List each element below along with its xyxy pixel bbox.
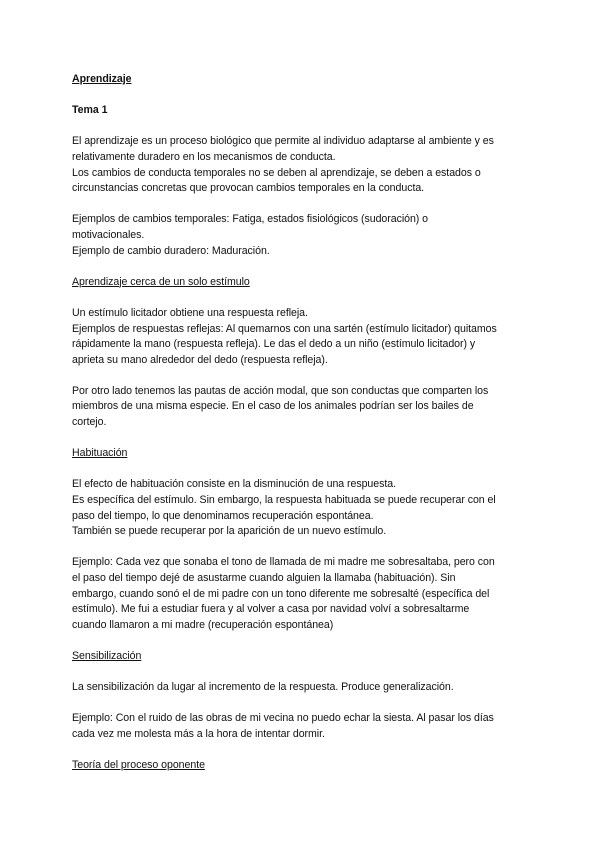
text-line: Un estímulo licitador obtiene una respuesta refleja.: [72, 306, 308, 319]
section-heading-single-stimulus: Aprendizaje cerca de un solo estímulo: [72, 275, 250, 288]
spacer: [72, 462, 534, 478]
spacer: [72, 665, 534, 681]
text-line: Ejemplo: Con el ruido de las obras de mi vecina no puedo echar la siesta. Al pasar los días: [72, 712, 494, 725]
text-line: Los cambios de conducta temporales no se deben al aprendizaje, se deben a estados o: [72, 166, 481, 179]
text-line: Ejemplos de respuestas reflejas: Al quemarnos con una sartén (estímulo licitador) quitamos: [72, 322, 497, 335]
text-line: También se puede recuperar por la aparición de un nuevo estímulo.: [72, 525, 387, 538]
section-heading-habituation: Habituación: [72, 447, 128, 460]
spacer: [72, 368, 534, 384]
sensitization-paragraph-2: [72, 711, 534, 742]
text-line: El efecto de habituación consiste en la disminución de una respuesta.: [72, 478, 396, 491]
document-page: [72, 72, 534, 774]
sensitization-paragraph-1: [72, 680, 534, 696]
single-stimulus-paragraph-1: [72, 306, 534, 368]
text-line: embargo, cuando sonó el de mi padre con un tono diferente me sobresalté (específica del: [72, 587, 490, 600]
text-line: Por otro lado tenemos las pautas de acción modal, que son conductas que comparten los: [72, 384, 489, 397]
text-line: Es específica del estímulo. Sin embargo, la respuesta habituada se puede recuperar con el: [72, 494, 496, 507]
text-line: miembros de una misma especie. En el caso de los animales podrían ser los bailes de: [72, 400, 474, 413]
text-line: El aprendizaje es un proceso biológico que permite al individuo adaptarse al ambiente y es: [72, 135, 494, 148]
text-line: aprieta su mano alrededor del dedo (respuesta refleja).: [72, 353, 328, 366]
text-line: cuando llamaron a mi madre (recuperación espontánea): [72, 618, 334, 631]
spacer: [72, 696, 534, 712]
text-line: el paso del tiempo dejé de asustarme cuando alguien la llamaba (habituación). Sin: [72, 572, 456, 584]
spacer: [72, 431, 534, 447]
text-line: paso del tiempo, lo que denominamos recuperación espontánea.: [72, 509, 374, 522]
text-line: relativamente duradero en los mecanismos de conducta.: [72, 150, 336, 163]
text-line: rápidamente la mano (respuesta refleja). Le das el dedo a un niño (estímulo licitador) y: [72, 338, 476, 351]
examples-paragraph: [72, 212, 534, 259]
spacer: [72, 88, 534, 104]
text-line: Ejemplos de cambios temporales: Fatiga, estados fisiológicos (sudoración) o: [72, 213, 429, 226]
spacer: [72, 197, 534, 213]
text-line: estímulo). Me fui a estudiar fuera y al volver a casa por navidad volví a sobresaltarme: [72, 603, 470, 616]
intro-paragraph: [72, 134, 534, 196]
text-line: Ejemplo: Cada vez que sonaba el tono de llamada de mi madre me sobresaltaba, pero con: [72, 556, 495, 569]
spacer: [72, 633, 534, 649]
text-line: circunstancias concretas que provocan cambios temporales en la conducta.: [72, 182, 425, 195]
text-line: cada vez me molesta más a la hora de intentar dormir.: [72, 727, 325, 740]
spacer: [72, 290, 534, 306]
section-heading-sensitization: Sensibilización: [72, 649, 142, 662]
single-stimulus-paragraph-2: [72, 384, 534, 431]
text-line: Ejemplo de cambio duradero: Maduración.: [72, 244, 270, 257]
document-title: Aprendizaje: [72, 73, 132, 85]
document-subtitle: Tema 1: [72, 104, 108, 117]
text-line: motivacionales.: [72, 228, 145, 241]
habituation-paragraph-1: [72, 477, 534, 539]
spacer: [72, 119, 534, 135]
spacer: [72, 540, 534, 556]
spacer: [72, 743, 534, 759]
text-line: cortejo.: [72, 416, 107, 429]
text-line: La sensibilización da lugar al incremento de la respuesta. Produce generalización.: [72, 681, 454, 694]
spacer: [72, 259, 534, 275]
section-heading-opponent-process: Teoría del proceso oponente: [72, 759, 205, 772]
habituation-paragraph-2: [72, 555, 534, 633]
